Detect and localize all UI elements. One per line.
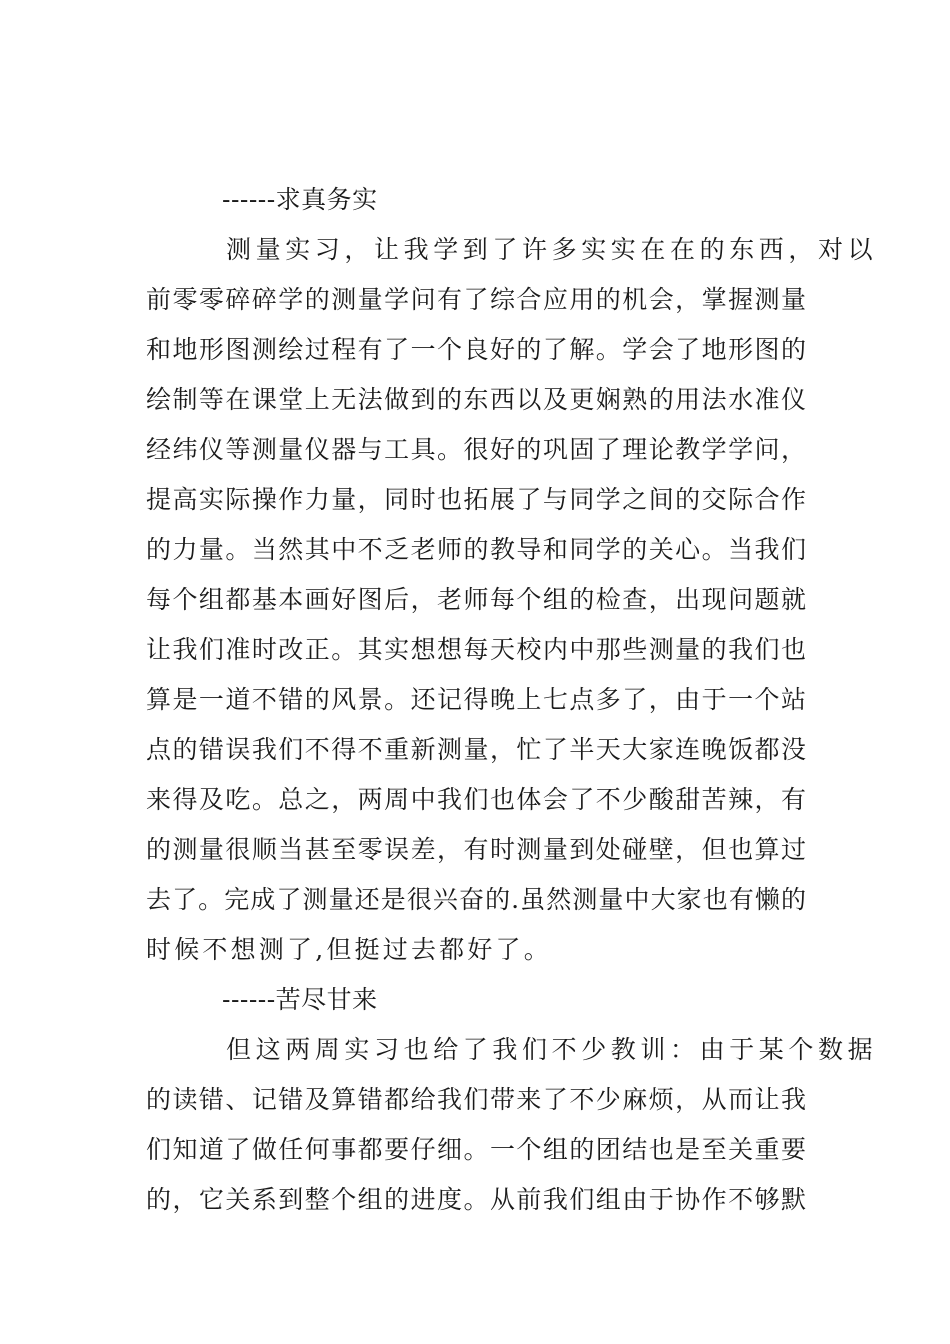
paragraph-line: 让我们准时改正。其实想想每天校内中那些测量的我们也	[146, 635, 806, 664]
paragraph-line: 绘制等在课堂上无法做到的东西以及更娴熟的用法水准仪	[146, 385, 806, 414]
paragraph-line: 的读错、记错及算错都给我们带来了不少麻烦，从而让我	[146, 1085, 806, 1114]
paragraph-line: 测量实习，让我学到了许多实实在在的东西，对以	[226, 235, 878, 264]
paragraph-line: 们知道了做任何事都要仔细。一个组的团结也是至关重要	[146, 1135, 806, 1164]
paragraph-line: 来得及吃。总之，两周中我们也体会了不少酸甜苦辣，有	[146, 785, 806, 814]
paragraph-line: 但这两周实习也给了我们不少教训：由于某个数据	[226, 1035, 878, 1064]
paragraph-line: 的测量很顺当甚至零误差，有时测量到处碰壁，但也算过	[146, 835, 806, 864]
paragraph-line: 每个组都基本画好图后，老师每个组的检查，出现问题就	[146, 585, 806, 614]
section-heading-bitter-sweet: ------苦尽甘来	[222, 985, 378, 1014]
paragraph-line: 经纬仪等测量仪器与工具。很好的巩固了理论教学学问，	[146, 435, 806, 464]
paragraph-line: 点的错误我们不得不重新测量，忙了半天大家连晚饭都没	[146, 735, 806, 764]
paragraph-line: 的力量。当然其中不乏老师的教导和同学的关心。当我们	[146, 535, 806, 564]
paragraph-line: 和地形图测绘过程有了一个良好的了解。学会了地形图的	[146, 335, 806, 364]
paragraph-line: 去了。完成了测量还是很兴奋的.虽然测量中大家也有懒的	[146, 885, 806, 914]
paragraph-line: 提高实际操作力量，同时也拓展了与同学之间的交际合作	[146, 485, 806, 514]
section-heading-seek-truth: ------求真务实	[222, 185, 378, 214]
paragraph-line: 的，它关系到整个组的进度。从前我们组由于协作不够默	[146, 1185, 806, 1214]
paragraph-line: 前零零碎碎学的测量学问有了综合应用的机会，掌握测量	[146, 285, 806, 314]
paragraph-line: 算是一道不错的风景。还记得晚上七点多了，由于一个站	[146, 685, 806, 714]
paragraph-line: 时候不想测了,但挺过去都好了。	[146, 935, 552, 964]
